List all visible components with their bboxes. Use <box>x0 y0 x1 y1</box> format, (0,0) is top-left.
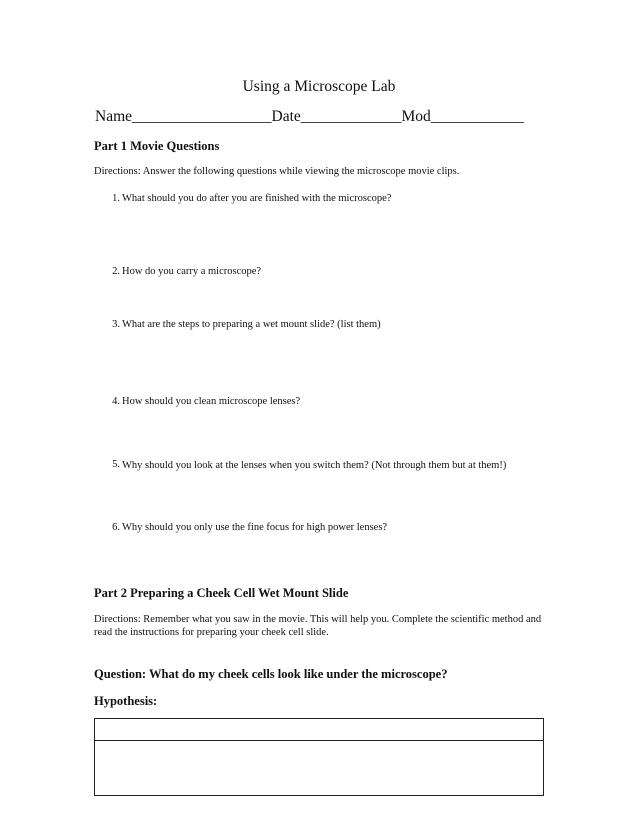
question-number: 3. <box>112 319 120 330</box>
question-text: How do you carry a microscope? <box>122 266 262 277</box>
question-text: What are the steps to preparing a wet mount slide? (list them) <box>122 319 381 330</box>
question-1 <box>104 193 524 209</box>
box-divider <box>95 740 543 741</box>
question-number: 5. <box>112 459 120 470</box>
question-number: 1. <box>112 193 120 204</box>
question-text: What should you do after you are finished with the microscope? <box>122 193 392 204</box>
question-heading: Question: What do my cheek cells look like under the microscope? <box>94 667 448 681</box>
part1-directions: Directions: Answer the following questions while viewing the microscope movie clips. <box>94 166 460 177</box>
hypothesis-answer-box[interactable] <box>94 718 544 796</box>
question-number: 2. <box>112 266 120 277</box>
question-5 <box>104 459 524 491</box>
question-2 <box>104 266 524 282</box>
question-6 <box>104 522 524 538</box>
page-title: Using a Microscope Lab <box>242 78 396 95</box>
part2-heading: Part 2 Preparing a Cheek Cell Wet Mount Slide <box>94 586 349 600</box>
question-text: How should you clean microscope lenses? <box>122 396 301 407</box>
question-text: Why should you look at the lenses when you switch them? (Not through them but at them!) <box>122 460 507 471</box>
part2-directions: Directions: Remember what you saw in the movie. This will help you. Complete the scientific method and read the instructions for preparing your cheek cell slide. <box>94 614 542 638</box>
name-date-mod-line: Name__________________Date_____________Mod____________ <box>95 108 524 125</box>
hypothesis-label: Hypothesis: <box>94 694 158 708</box>
question-text: Why should you only use the fine focus for high power lenses? <box>122 522 388 533</box>
part1-heading: Part 1 Movie Questions <box>94 139 220 153</box>
question-3 <box>104 319 524 335</box>
question-number: 6. <box>112 522 120 533</box>
question-4 <box>104 396 524 412</box>
question-number: 4. <box>112 396 120 407</box>
